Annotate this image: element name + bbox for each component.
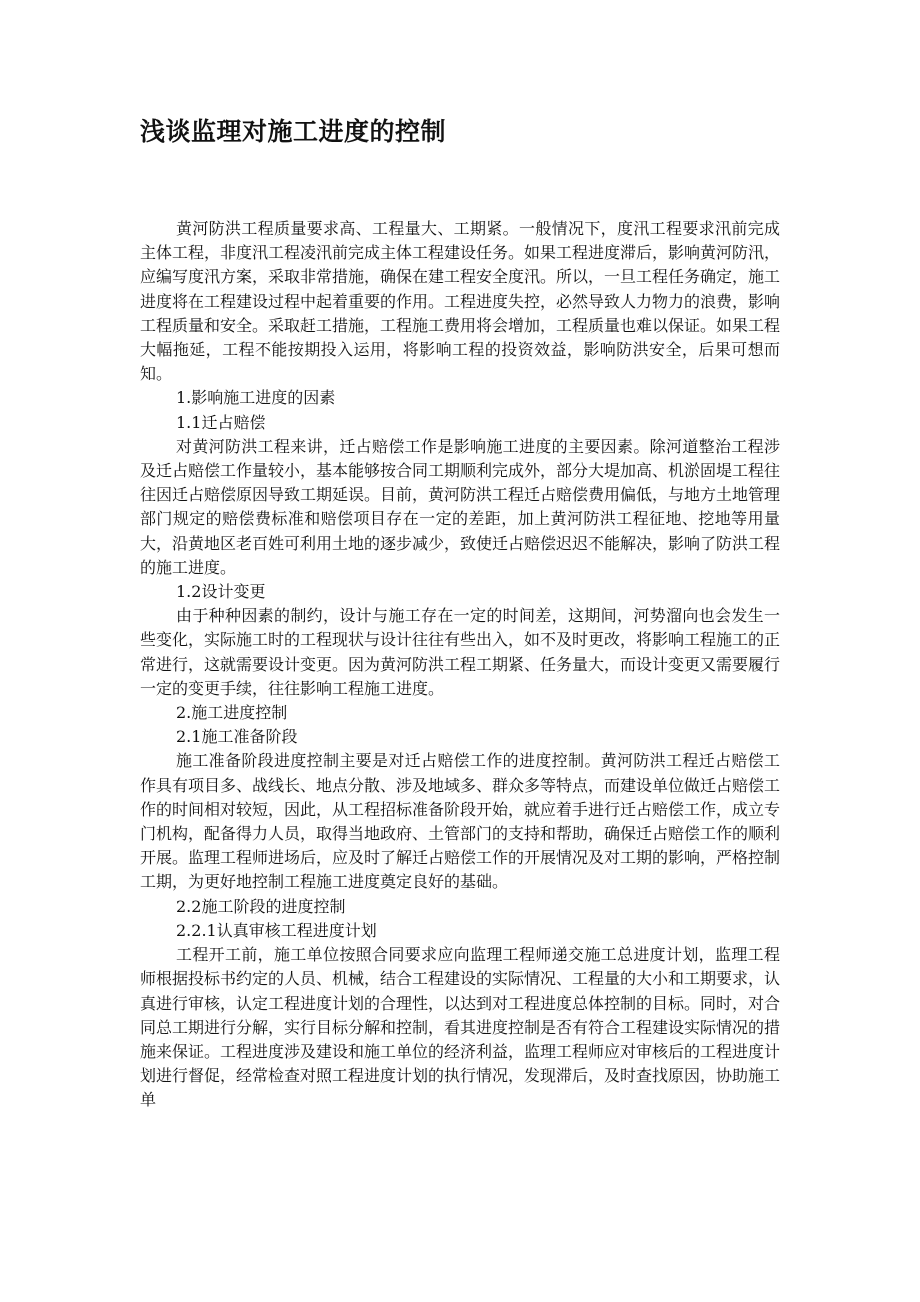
subsection-heading-2-2-1: 2.2.1认真审核工程进度计划: [176, 920, 377, 940]
subsection-heading-1-2: 1.2设计变更: [176, 582, 266, 602]
document-body: [140, 217, 780, 1113]
subsection-heading-2-2: 2.2施工阶段的进度控制: [176, 896, 346, 916]
subsection-heading-1-1: 1.1迁占赔偿: [176, 412, 266, 432]
section-heading-1: 1.影响施工进度的因素: [176, 388, 336, 408]
paragraph-design-change: 由于种种因素的制约，设计与施工存在一定的时间差，这期间，河势溜向也会发生一些变化，实际施工时的工程现状与设计往往有些出入，如不及时更改，将影响工程施工的正常进行，这就需要设计变更。因为黄河防洪工程工期紧、任务量大，而设计变更又需要履行一定的变更手续，往往影响工程施工进度。: [140, 606, 781, 698]
paragraph-relocation-compensation: 对黄河防洪工程来讲，迁占赔偿工作是影响施工进度的主要因素。除河道整治工程涉及迁占赔偿工作量较小，基本能够按合同工期顺利完成外，部分大堤加高、机淤固堤工程往往因迁占赔偿原因导致工期延误。目前，黄河防洪工程迁占赔偿费用偏低，与地方土地管理部门规定的赔偿费标准和赔偿项目存在一定的差距，加上黄河防洪工程征地、挖地等用量大，沿黄地区老百姓可利用土地的逐步减少，致使迁占赔偿迟迟不能解决，影响了防洪工程的施工进度。: [140, 436, 781, 577]
subsection-heading-2-1: 2.1施工准备阶段: [176, 727, 298, 747]
paragraph-preparation-stage: 施工准备阶段进度控制主要是对迁占赔偿工作的进度控制。黄河防洪工程迁占赔偿工作具有项目多、战线长、地点分散、涉及地域多、群众多等特点，而建设单位做迁占赔偿工作的时间相对较短，因此，从工程招标准备阶段开始，就应着手进行迁占赔偿工作，成立专门机构，配备得力人员，取得当地政府、土管部门的支持和帮助，确保迁占赔偿工作的顺利开展。监理工程师进场后，应及时了解迁占赔偿工作的开展情况及对工期的影响，严格控制工期，为更好地控制工程施工进度奠定良好的基础。: [140, 751, 781, 892]
document-title: 浅谈监理对施工进度的控制: [140, 117, 447, 146]
paragraph-schedule-review: 工程开工前，施工单位按照合同要求应向监理工程师递交施工总进度计划，监理工程师根据投标书约定的人员、机械，结合工程建设的实际情况、工程量的大小和工期要求，认真进行审核，认定工程进度计划的合理性，以达到对工程进度总体控制的目标。同时，对合同总工期进行分解，实行目标分解和控制，看其进度控制是否有符合工程建设实际情况的措施来保证。工程进度涉及建设和施工单位的经济利益，监理工程师应对审核后的工程进度计划进行督促，经常检查对照工程进度计划的执行情况，发现滞后，及时查找原因，协助施工单: [140, 945, 781, 1110]
section-heading-2: 2.施工进度控制: [176, 703, 288, 723]
paragraph-intro: 黄河防洪工程质量要求高、工程量大、工期紧。一般情况下，度汛工程要求汛前完成主体工程，非度汛工程凌汛前完成主体工程建设任务。如果工程进度滞后，影响黄河防汛，应编写度汛方案，采取非常措施，确保在建工程安全度汛。所以，一旦工程任务确定，施工进度将在工程建设过程中起着重要的作用。工程进度失控，必然导致人力物力的浪费，影响工程质量和安全。采取赶工措施，工程施工费用将会增加，工程质量也难以保证。如果工程大幅拖延，工程不能按期投入运用，将影响工程的投资效益，影响防洪安全，后果可想而知。: [140, 219, 781, 384]
